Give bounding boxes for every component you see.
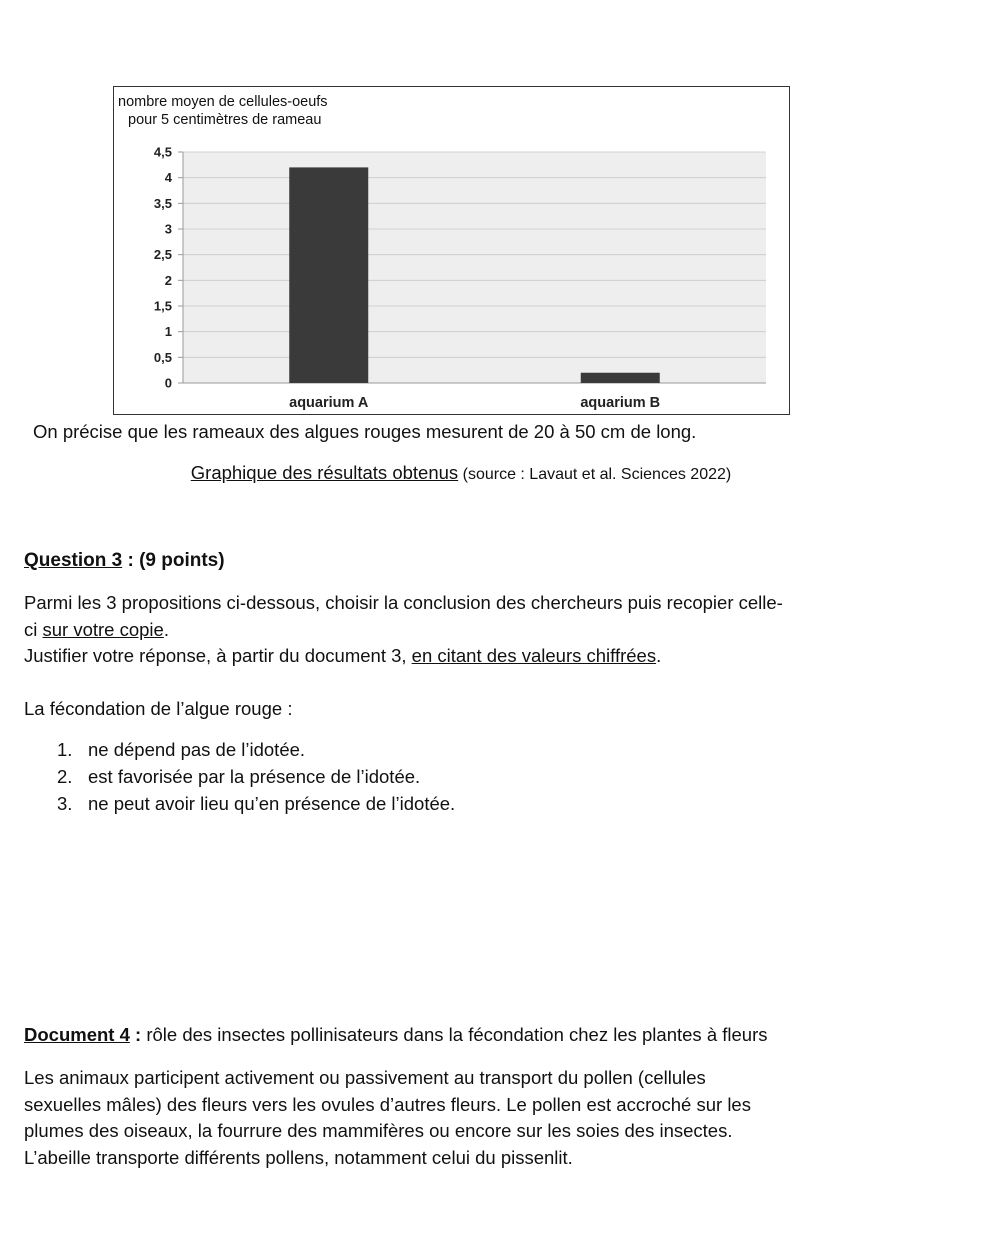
- y-tick-label: 3: [164, 221, 172, 237]
- x-category-label: aquarium B: [580, 395, 661, 411]
- y-tick-label: 2: [164, 272, 172, 288]
- instruction-line-3: [24, 643, 783, 670]
- document-4-heading: [24, 1024, 767, 1046]
- y-tick-label: 1: [164, 324, 172, 340]
- option-item: [57, 790, 455, 817]
- y-tick-label: 0: [164, 375, 172, 391]
- y-tick-label: 4,5: [153, 144, 172, 160]
- instruction-line-3-end: .: [656, 645, 662, 666]
- bar-chart: [113, 86, 790, 415]
- y-axis-title-line1: nombre moyen de cellules-oeufs: [118, 94, 328, 110]
- document-4-line: Les animaux participent activement ou passivement au transport du pollen (cellules: [24, 1067, 706, 1088]
- caption-source: (source : Lavaut et al. Sciences 2022): [458, 466, 732, 483]
- document-4-label: Document 4: [24, 1024, 130, 1045]
- instruction-line-2-text: ci: [24, 618, 43, 640]
- document-4-body: [24, 1065, 751, 1171]
- option-text: ne dépend pas de l’idotée.: [88, 739, 306, 760]
- option-text: ne peut avoir lieu qu’en présence de l’idotée.: [88, 793, 456, 814]
- caption-title: Graphique des résultats obtenus: [190, 462, 459, 483]
- instruction-line-3-text: Justifier votre réponse, à partir du document 3,: [24, 645, 412, 666]
- y-axis-title-line2: pour 5 centimètres de rameau: [128, 112, 322, 128]
- x-category-label: aquarium A: [289, 395, 369, 411]
- option-item: [57, 763, 455, 790]
- option-text: est favorisée par la présence de l’idotée.: [88, 766, 421, 787]
- chart-note: On précise que les rameaux des algues rouges mesurent de 20 à 50 cm de long.: [33, 421, 697, 442]
- document-4-colon: :: [129, 1024, 142, 1045]
- y-tick-label: 2,5: [153, 247, 172, 263]
- instruction-line-2: [24, 617, 783, 644]
- figure-caption: [0, 462, 922, 484]
- document-4-title: rôle des insectes pollinisateurs dans la fécondation chez les plantes à fleurs: [141, 1024, 768, 1045]
- y-tick-label: 0,5: [153, 349, 172, 365]
- question-label: Question 3: [24, 550, 123, 571]
- chart-plot: [114, 87, 791, 416]
- bar: [581, 373, 660, 383]
- instruction-line-2-end: .: [163, 618, 169, 640]
- question-heading: [24, 550, 225, 572]
- question-intro: La fécondation de l’algue rouge :: [24, 698, 293, 719]
- instruction-line-2-underline: sur votre copie: [42, 618, 164, 640]
- instruction-line-3-underline: en citant des valeurs chiffrées: [411, 645, 657, 666]
- option-number: 2.: [57, 766, 73, 787]
- document-4-line: L’abeille transporte différents pollens, notamment celui du pissenlit.: [24, 1146, 573, 1168]
- instruction-line-1: Parmi les 3 propositions ci-dessous, choisir la conclusion des chercheurs puis recopier celle-: [24, 592, 783, 613]
- option-number: 1.: [57, 739, 73, 760]
- options-list: [57, 736, 455, 817]
- y-tick-label: 3,5: [153, 195, 172, 211]
- document-4-line: sexuelles mâles) des fleurs vers les ovules d’autres fleurs. Le pollen est accroché sur les: [24, 1093, 751, 1115]
- question-points: : (9 points): [122, 550, 225, 571]
- question-instructions: [24, 590, 783, 670]
- y-tick-label: 1,5: [153, 298, 172, 314]
- bar: [289, 167, 368, 383]
- option-item: [57, 736, 455, 763]
- plot-background: [183, 152, 766, 383]
- document-4-line: plumes des oiseaux, la fourrure des mammifères ou encore sur les soies des insectes.: [24, 1120, 733, 1141]
- y-tick-label: 4: [164, 170, 172, 186]
- option-number: 3.: [57, 793, 73, 814]
